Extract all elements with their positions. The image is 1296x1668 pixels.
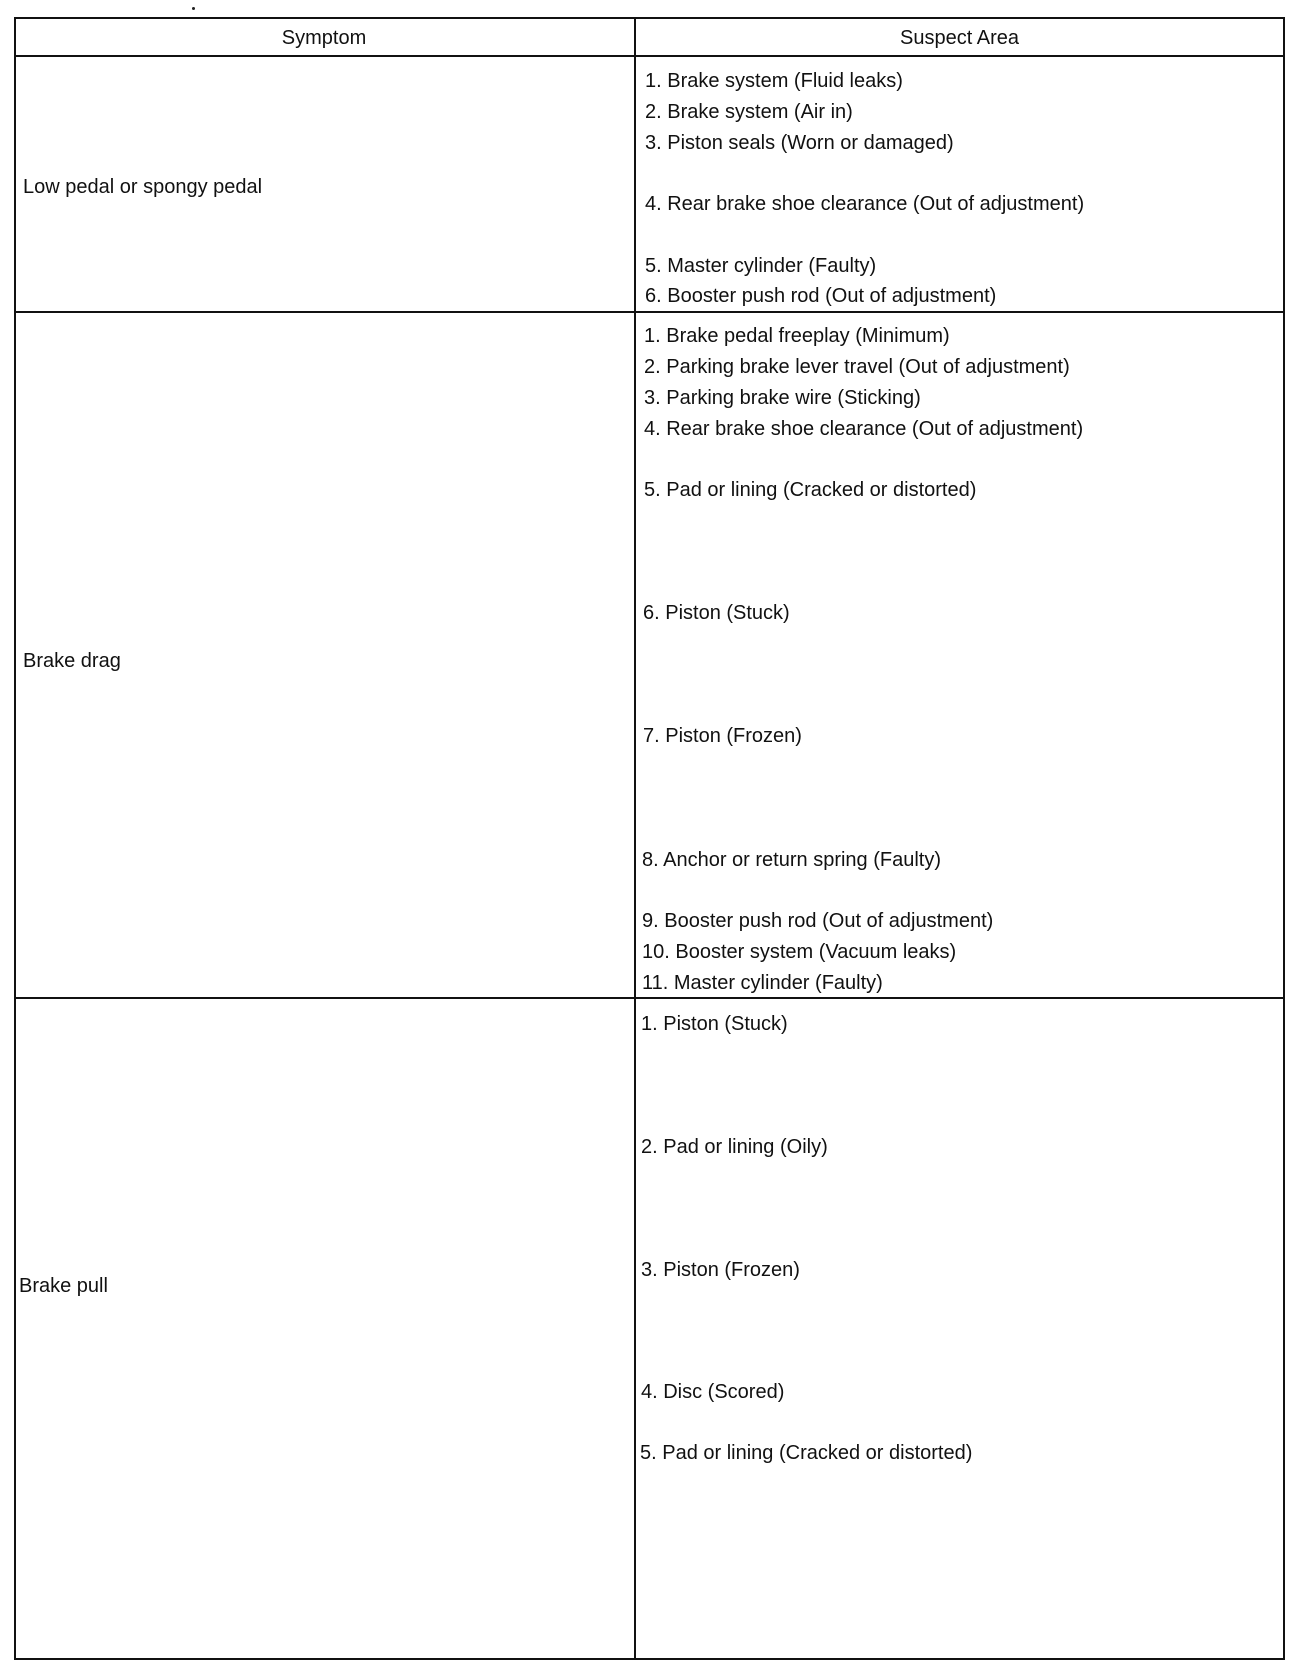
suspect-area-item: 10. Booster system (Vacuum leaks)	[642, 941, 957, 963]
suspect-area-item: 11. Master cylinder (Faulty)	[642, 972, 883, 994]
symptom-low-pedal: Low pedal or spongy pedal	[23, 176, 263, 198]
header-symptom: Symptom	[281, 27, 367, 49]
table-left-border	[14, 17, 16, 1660]
suspect-area-item: 1. Brake pedal freeplay (Minimum)	[644, 325, 950, 347]
symptom-brake-drag: Brake drag	[23, 650, 121, 672]
table-bottom-border	[14, 1658, 1285, 1660]
troubleshooting-table	[14, 17, 1285, 1666]
header-suspect-area: Suspect Area	[900, 27, 1019, 49]
table-top-border	[14, 17, 1285, 19]
suspect-area-item: 5. Master cylinder (Faulty)	[645, 255, 877, 277]
symptom-brake-pull: Brake pull	[19, 1275, 108, 1297]
suspect-area-item: 8. Anchor or return spring (Faulty)	[642, 849, 942, 871]
suspect-area-item: 4. Rear brake shoe clearance (Out of adjustment)	[645, 193, 1085, 215]
suspect-area-item: 2. Brake system (Air in)	[645, 101, 853, 123]
suspect-area-item: 1. Piston (Stuck)	[641, 1013, 788, 1035]
suspect-area-item: 6. Piston (Stuck)	[643, 602, 790, 624]
suspect-area-item: 7. Piston (Frozen)	[643, 725, 802, 747]
suspect-area-item: 6. Booster push rod (Out of adjustment)	[645, 285, 997, 307]
suspect-area-item: 3. Parking brake wire (Sticking)	[644, 387, 921, 409]
suspect-area-item: 3. Piston (Frozen)	[641, 1259, 800, 1281]
suspect-area-item: 4. Rear brake shoe clearance (Out of adjustment)	[644, 418, 1084, 440]
suspect-area-item: 2. Parking brake lever travel (Out of adjustment)	[644, 356, 1070, 378]
header-bottom-border	[14, 55, 1285, 57]
row-divider-2	[14, 997, 1285, 999]
column-divider	[634, 17, 636, 1660]
suspect-area-item: 2. Pad or lining (Oily)	[641, 1136, 828, 1158]
suspect-area-item: 5. Pad or lining (Cracked or distorted)	[640, 1442, 973, 1464]
suspect-area-item: 1. Brake system (Fluid leaks)	[645, 70, 903, 92]
suspect-area-item: 9. Booster push rod (Out of adjustment)	[642, 910, 994, 932]
suspect-area-item: 5. Pad or lining (Cracked or distorted)	[644, 479, 977, 501]
suspect-area-item: 4. Disc (Scored)	[641, 1381, 785, 1403]
row-divider-1	[14, 311, 1285, 313]
page-mark-dot	[192, 7, 195, 10]
suspect-area-item: 3. Piston seals (Worn or damaged)	[645, 132, 954, 154]
table-right-border	[1283, 17, 1285, 1660]
